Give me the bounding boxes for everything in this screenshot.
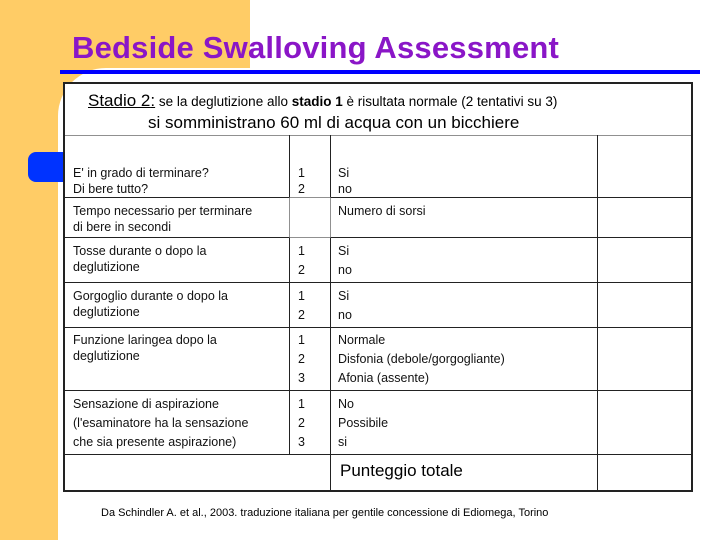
row5-question: Funzione laringea dopo la deglutizione — [73, 333, 217, 363]
page-title: Bedside Swalloving Assessment — [72, 30, 560, 65]
row2-question: Tempo necessario per terminare di bere in secondi — [73, 204, 253, 234]
row5-answers: Normale Disfonia (debole/gorgogliante) Afonia (assente) — [338, 333, 505, 385]
subtitle-text-pre: se la deglutizione allo — [155, 94, 292, 109]
row3-question: Tosse durante o dopo la deglutizione — [73, 244, 207, 274]
row4-question: Gorgoglio durante o dopo la deglutizione — [73, 289, 228, 319]
subtitle-text-bold: stadio 1 — [291, 94, 343, 109]
row1-question: E' in grado di terminare? Di bere tutto? — [73, 166, 209, 196]
row6-codes: 1 2 3 — [298, 397, 305, 449]
row2-answers: Numero di sorsi — [338, 204, 426, 218]
row1-answers: Si no — [338, 166, 352, 196]
row4-answers: Si no — [338, 289, 352, 322]
row6-answers: No Possibile si — [338, 397, 389, 449]
blue-header-rule — [60, 70, 700, 74]
blue-tab-decoration — [28, 152, 68, 182]
subtitle-text-post: è risultata normale (2 tentativi su 3) — [342, 94, 558, 109]
row6-question: Sensazione di aspirazione (l'esaminatore ha la sensazione che sia presente aspirazione) — [73, 397, 249, 449]
source-footer: Da Schindler A. et al., 2003. traduzione italiana per gentile concessione di Ediomega, Torino — [101, 507, 549, 519]
row4-codes: 1 2 — [298, 289, 305, 322]
row1-codes: 1 2 — [298, 166, 305, 196]
subtitle-line-1 — [88, 91, 557, 111]
stadio-colon: : — [150, 91, 156, 110]
row3-codes: 1 2 — [298, 244, 305, 277]
total-score-label: Punteggio totale — [340, 461, 463, 480]
row3-answers: Si no — [338, 244, 352, 277]
stadio-label: Stadio 2 — [88, 91, 151, 110]
row5-codes: 1 2 3 — [298, 333, 305, 385]
subtitle-line-2: si somministrano 60 ml di acqua con un bicchiere — [148, 113, 520, 132]
